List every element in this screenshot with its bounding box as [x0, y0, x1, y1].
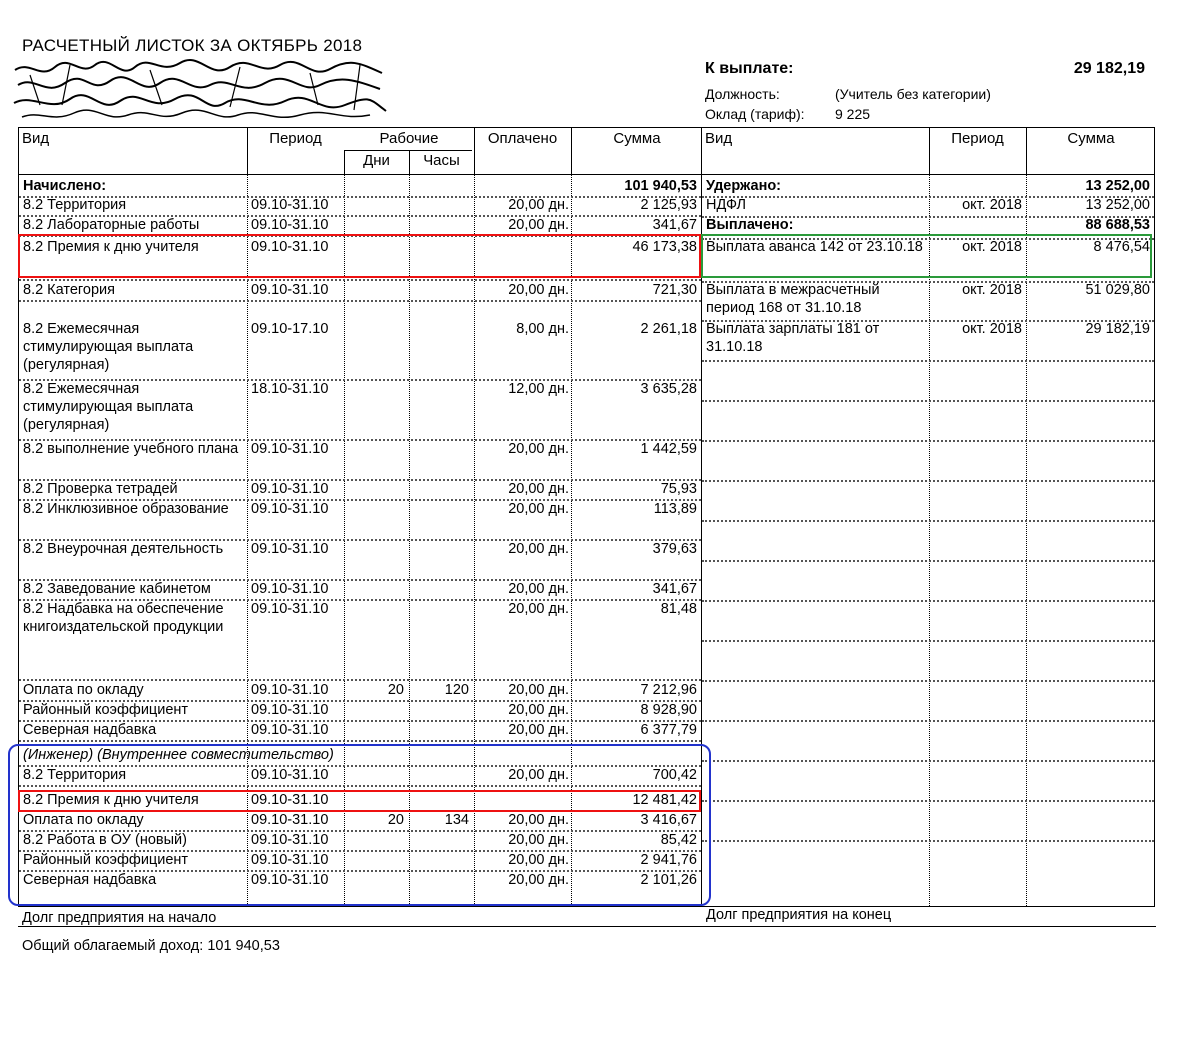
- highlight-premium-2: [18, 790, 701, 812]
- cell-vid: Начислено:: [23, 178, 107, 194]
- row-separator: [702, 360, 1154, 362]
- cell-oplacheno: 20,00 дн.: [508, 501, 569, 517]
- col-vid: Вид: [22, 130, 50, 147]
- row-separator: [19, 740, 701, 742]
- cell-vid: 8.2 Ежемесячная стимулирующая выплата (регулярная): [23, 381, 194, 433]
- row-separator: [702, 320, 1154, 322]
- salary-value: 9 225: [835, 106, 871, 122]
- table-row: [19, 196, 701, 214]
- cell-summa: 88 688,53: [1085, 217, 1150, 233]
- table-row: [19, 681, 701, 699]
- row-separator: [19, 300, 701, 302]
- cell-vid: 8.2 Надбавка на обеспечение книгоиздательской продукции: [23, 601, 224, 635]
- cell-vid: Выплата аванса 142 от 23.10.18: [706, 239, 923, 255]
- cell-dni: 20: [387, 682, 404, 698]
- cell-vid: 8.2 Ежемесячная стимулирующая выплата (регулярная): [23, 321, 194, 373]
- cell-period: 09.10-31.10: [251, 501, 329, 517]
- table-row: [19, 721, 701, 739]
- table-row: [19, 540, 701, 578]
- cell-chasy: 134: [444, 812, 469, 828]
- table-row: [702, 281, 1154, 319]
- cell-summa: 7 212,96: [640, 682, 697, 698]
- table-row: [19, 600, 701, 678]
- table-row: [19, 701, 701, 719]
- cell-period: 09.10-31.10: [251, 601, 329, 617]
- table-row: [702, 320, 1154, 358]
- cell-summa: 2 261,18: [640, 321, 697, 337]
- cell-summa: 1 442,59: [640, 441, 697, 457]
- cell-oplacheno: 20,00 дн.: [508, 217, 569, 233]
- cell-period: 09.10-31.10: [251, 541, 329, 557]
- cell-summa: 85,42: [660, 832, 697, 848]
- cell-vid: 8.2 Внеурочная деятельность: [23, 541, 224, 557]
- row-separator: [702, 216, 1154, 218]
- cell-summa: 341,67: [652, 581, 697, 597]
- table-row: [19, 216, 701, 234]
- table-row: [19, 480, 701, 498]
- cell-vid: Оплата по окладу: [23, 682, 144, 698]
- cell-vid: 8.2 Премия к дню учителя: [23, 239, 199, 255]
- cell-summa: 2 941,76: [640, 852, 697, 868]
- table-row: [19, 281, 701, 299]
- row-separator: [702, 400, 1154, 402]
- r-col-vid: Вид: [705, 130, 733, 147]
- cell-summa: 51 029,80: [1085, 282, 1150, 298]
- cell-oplacheno: 20,00 дн.: [508, 601, 569, 617]
- cell-period: 09.10-31.10: [251, 812, 329, 828]
- row-separator: [702, 680, 1154, 682]
- cell-vid: Выплата в межрасчетный период 168 от 31.10.18: [706, 282, 880, 316]
- cell-oplacheno: 20,00 дн.: [508, 282, 569, 298]
- cell-period: 09.10-31.10: [251, 792, 329, 808]
- r-col-period: Период: [951, 130, 1004, 147]
- cell-period: 09.10-31.10: [251, 832, 329, 848]
- table-row: [702, 196, 1154, 214]
- cell-summa: 113,89: [653, 501, 697, 517]
- cell-period: 09.10-31.10: [251, 217, 329, 233]
- cell-vid: 8.2 Инклюзивное образование: [23, 501, 229, 517]
- cell-oplacheno: 20,00 дн.: [508, 481, 569, 497]
- cell-vid: Северная надбавка: [23, 722, 157, 738]
- cell-period: 09.10-31.10: [251, 682, 329, 698]
- cell-period: 09.10-31.10: [251, 441, 329, 457]
- row-separator: [702, 196, 1154, 198]
- cell-oplacheno: 8,00 дн.: [516, 321, 569, 337]
- cell-vid: 8.2 Проверка тетрадей: [23, 481, 178, 497]
- cell-summa: 12 481,42: [632, 792, 697, 808]
- page-title: РАСЧЕТНЫЙ ЛИСТОК ЗА ОКТЯБРЬ 2018: [22, 36, 363, 55]
- debt-end: Долг предприятия на конец: [706, 907, 892, 923]
- row-separator: [702, 281, 1154, 283]
- cell-vid: 8.2 Территория: [23, 767, 127, 783]
- taxable-income: Общий облагаемый доход: 101 940,53: [22, 938, 280, 954]
- row-separator: [702, 800, 1154, 802]
- cell-vid: Выплачено:: [706, 217, 794, 233]
- cell-summa: 29 182,19: [1085, 321, 1150, 337]
- cell-dni: 20: [387, 812, 404, 828]
- cell-oplacheno: 20,00 дн.: [508, 682, 569, 698]
- cell-oplacheno: 20,00 дн.: [508, 441, 569, 457]
- row-separator: [702, 480, 1154, 482]
- highlight-premium-1: [18, 234, 701, 278]
- table-row: [19, 580, 701, 598]
- table-row: [19, 320, 701, 378]
- cell-summa: 101 940,53: [624, 178, 697, 194]
- table-row: [702, 216, 1154, 234]
- cell-summa: 2 101,26: [640, 872, 697, 888]
- cell-period: 09.10-17.10: [251, 321, 329, 337]
- cell-summa: 75,93: [660, 481, 697, 497]
- cell-vid: 8.2 Работа в ОУ (новый): [23, 832, 187, 848]
- cell-summa: 721,30: [652, 282, 697, 298]
- cell-summa: 46 173,38: [632, 239, 697, 255]
- row-separator: [702, 840, 1154, 842]
- table-row: [19, 177, 701, 195]
- cell-vid: Районный коэффициент: [23, 852, 189, 868]
- row-separator: [702, 640, 1154, 642]
- position-value: (Учитель без категории): [835, 86, 991, 102]
- col-chasy: Часы: [423, 152, 460, 169]
- table-row: [19, 440, 701, 478]
- cell-vid: 8.2 Премия к дню учителя: [23, 792, 199, 808]
- col-oplacheno: Оплачено: [487, 130, 558, 147]
- cell-vid: 8.2 Лабораторные работы: [23, 217, 200, 233]
- payment-header: [705, 60, 1155, 126]
- cell-oplacheno: 20,00 дн.: [508, 832, 569, 848]
- cell-oplacheno: 20,00 дн.: [508, 722, 569, 738]
- cell-summa: 700,42: [652, 767, 697, 783]
- cell-vid: Удержано:: [706, 178, 782, 194]
- highlight-advance: [701, 234, 1152, 278]
- cell-vid: Выплата зарплаты 181 от 31.10.18: [706, 321, 880, 355]
- pay-value: 29 182,19: [1073, 60, 1145, 77]
- cell-period: 09.10-31.10: [251, 702, 329, 718]
- debt-start: Долг предприятия на начало: [22, 910, 217, 926]
- r-col-summa: Сумма: [1067, 130, 1115, 147]
- cell-vid: 8.2 Категория: [23, 282, 115, 298]
- pay-label: К выплате:: [705, 60, 794, 77]
- cell-summa: 2 125,93: [640, 197, 697, 213]
- cell-period: окт. 2018: [962, 282, 1022, 298]
- cell-chasy: 120: [444, 682, 469, 698]
- cell-summa: 379,63: [652, 541, 697, 557]
- cell-summa: 81,48: [660, 601, 697, 617]
- cell-vid: 8.2 Заведование кабинетом: [23, 581, 211, 597]
- cell-summa: 341,67: [652, 217, 697, 233]
- col-period: Период: [269, 130, 322, 147]
- cell-period: 09.10-31.10: [251, 581, 329, 597]
- cell-period: окт. 2018: [962, 239, 1022, 255]
- row-separator: [702, 520, 1154, 522]
- cell-summa: 3 416,67: [640, 812, 697, 828]
- cell-vid: НДФЛ: [706, 197, 747, 213]
- row-separator: [702, 560, 1154, 562]
- cell-oplacheno: 12,00 дн.: [508, 381, 569, 397]
- cell-summa: 8 476,54: [1093, 239, 1150, 255]
- cell-period: 09.10-31.10: [251, 722, 329, 738]
- cell-period: окт. 2018: [962, 321, 1022, 337]
- cell-period: 09.10-31.10: [251, 872, 329, 888]
- cell-oplacheno: 20,00 дн.: [508, 852, 569, 868]
- cell-period: 18.10-31.10: [251, 381, 329, 397]
- cell-oplacheno: 20,00 дн.: [508, 541, 569, 557]
- row-separator: [702, 720, 1154, 722]
- divider-left: [18, 926, 702, 927]
- col-rabochie: Рабочие: [379, 130, 439, 147]
- table-row: [702, 177, 1154, 195]
- cell-period: 09.10-31.10: [251, 282, 329, 298]
- cell-period: 09.10-31.10: [251, 197, 329, 213]
- col-summa: Сумма: [613, 130, 661, 147]
- cell-vid: (Инженер) (Внутреннее совместительство): [23, 747, 334, 763]
- highlight-secondary-job: [8, 744, 711, 906]
- table-row: [19, 380, 701, 438]
- cell-vid: 8.2 Территория: [23, 197, 127, 213]
- cell-summa: 13 252,00: [1085, 197, 1150, 213]
- cell-vid: Оплата по окладу: [23, 812, 144, 828]
- row-separator: [702, 440, 1154, 442]
- cell-period: 09.10-31.10: [251, 239, 329, 255]
- cell-summa: 6 377,79: [640, 722, 697, 738]
- cell-oplacheno: 20,00 дн.: [508, 702, 569, 718]
- cell-summa: 8 928,90: [640, 702, 697, 718]
- cell-summa: 3 635,28: [640, 381, 697, 397]
- divider: [701, 926, 1156, 927]
- cell-oplacheno: 20,00 дн.: [508, 581, 569, 597]
- cell-oplacheno: 20,00 дн.: [508, 197, 569, 213]
- cell-period: 09.10-31.10: [251, 481, 329, 497]
- redaction-scribble: [10, 55, 390, 125]
- cell-period: 09.10-31.10: [251, 767, 329, 783]
- cell-summa: 13 252,00: [1085, 178, 1150, 194]
- cell-oplacheno: 20,00 дн.: [508, 812, 569, 828]
- row-separator: [702, 600, 1154, 602]
- cell-vid: Северная надбавка: [23, 872, 157, 888]
- cell-period: 09.10-31.10: [251, 852, 329, 868]
- cell-vid: Районный коэффициент: [23, 702, 189, 718]
- cell-oplacheno: 20,00 дн.: [508, 767, 569, 783]
- cell-vid: 8.2 выполнение учебного плана: [23, 441, 239, 457]
- table-row: [19, 500, 701, 538]
- cell-oplacheno: 20,00 дн.: [508, 872, 569, 888]
- col-dni: Дни: [363, 152, 390, 169]
- cell-period: окт. 2018: [962, 197, 1022, 213]
- position-label: Должность:: [705, 86, 780, 102]
- salary-label: Оклад (тариф):: [705, 106, 805, 122]
- row-separator: [702, 760, 1154, 762]
